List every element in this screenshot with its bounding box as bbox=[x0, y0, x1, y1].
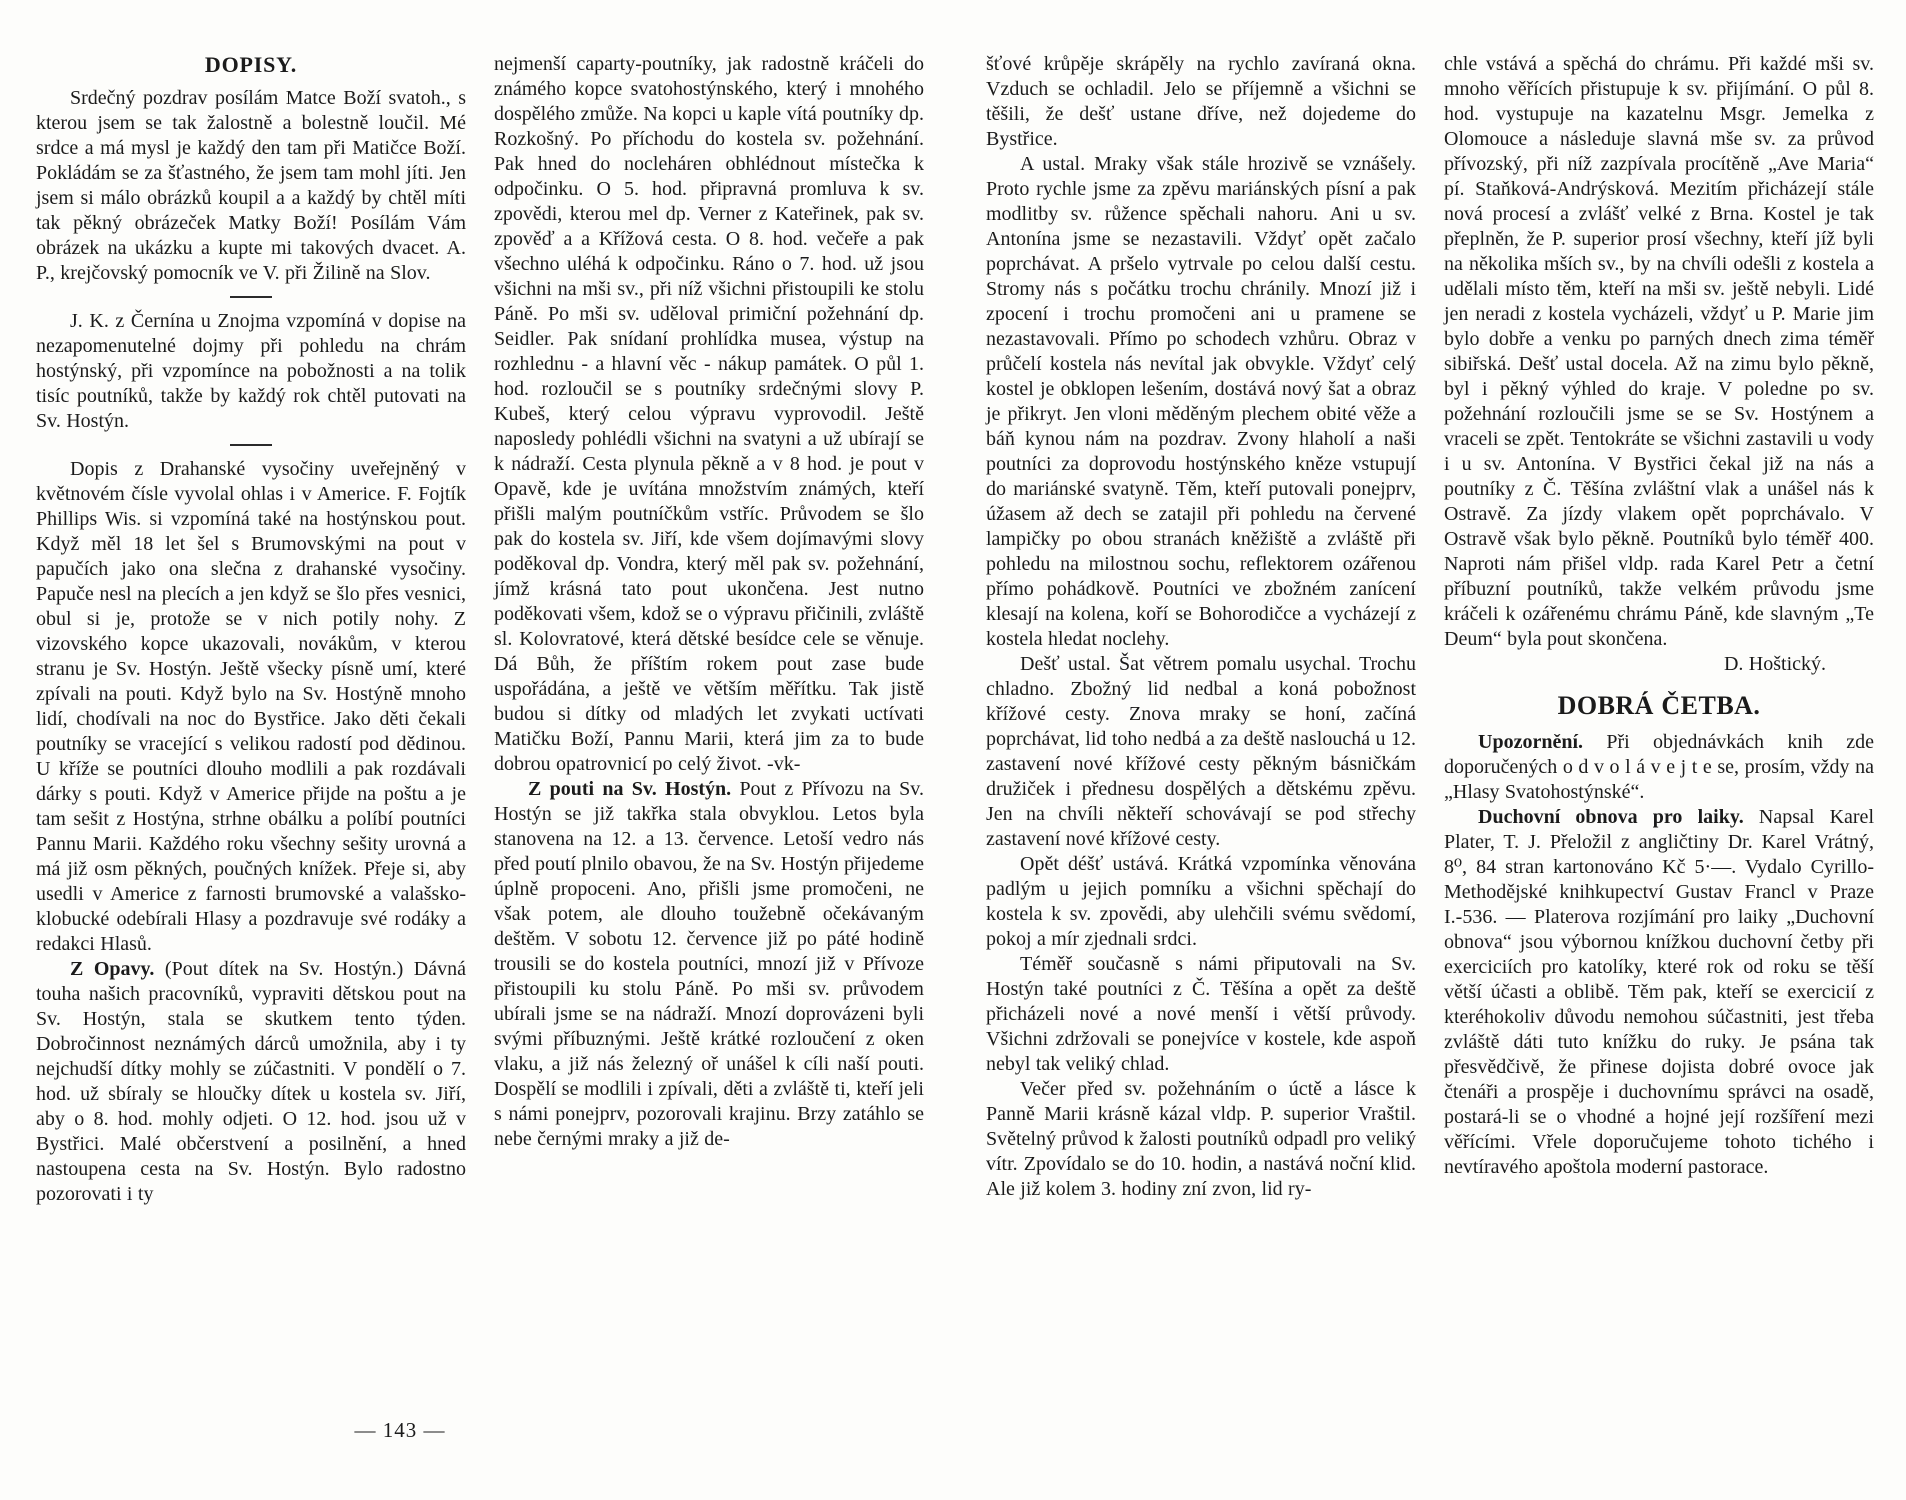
paragraph-duchovni-obnova bbox=[1444, 805, 1874, 1180]
paragraph-body: Pout z Přívozu na Sv. Hostýn se již takřka stala obvyklou. Letos byla stanovena na 12. a 13. července. Letoší vedro nás před poutí plnilo obavou, že na Sv. Hostýn přijedeme úplně propoceni. Ano, přišli jsme promočeni, ne však potem, ale dlouho toužebně očekávaným deštěm. V sobotu 12. července již po páté hodině trousili se do kostela poutníci, mnozí již v Přívoze přistoupili ku stolu Páně. Po mši sv. průvodem ubírali jsme se na nádraží. Mnozí doprovázeni byli svými příbuznými. Ještě krátké rozloučení z oken vlaku, a již nás železný oř unášel k cíli naší pouti. Dospělí se modlili i zpívali, děti a zvláště ti, kteří jeli s námi ponejprv, pozorovali krajinu. Brzy zatáhlo se nebe černými mraky a již de- bbox=[494, 778, 924, 1150]
paragraph-a-ustal: A ustal. Mraky však stále hrozivě se vznášely. Proto rychle jsme za zpěvu mariánských písní a pak modlitby sv. růžence spěchali nahoru. Ani u sv. Antonína jsme se nezastavili. Vždyť opět začalo poprchávat. A pršelo vytrvale po celou další cestu. Stromy nás s počátku trochu chránily. Mnozí již i zpocení i trochu promočeni ani u pramene se nezastavovali. Přímo po schodech vzhůru. Obraz v průčelí kostela nás nevítal jak obvykle. Vždyť celý kostel je obklopen lešením, dostává nový šat a obraz je přikryt. Jen vloni měděným plechem obité věže a báň kynou nám na pozdrav. Zvony hlaholí a naši poutníci za doprovodu hostýnského kněze vstupují do mariánské svatyně. Těm, kteří putovali ponejprv, úžasem až dech se zatajil při pohledu na červené lampičky po obou stranách kněžiště a zvláště při pohledu na milostnou sochu, reflektorem ozářenou přímo pohádkově. Poutníci ve zbožném zanícení klesají na kolena, koří se Bohorodičce a vycházejí z kostela hledat noclehy. bbox=[986, 153, 1416, 650]
paragraph-dest-continuation: šťové krůpěje skrápěly na rychlo zavíraná okna. Vzduch se ochladil. Jelo se příjemně a všichni se těšili, že dešť ustane dříve, než dojedeme do Bystřice. bbox=[986, 53, 1416, 150]
page-number: — 143 — bbox=[354, 1418, 446, 1442]
paragraph-lead-z-opavy: Z Opavy. bbox=[70, 958, 155, 980]
paragraph-body: Napsal Karel Plater, T. J. Přeložil z angličtiny Dr. Karel Vrátný, 8⁰, 84 stran kartonováno Kč 5·—. Vydalo Cyrillo-Methodějské knihkupectví Gustav Francl v Praze I.-536. — Platerova rozjímání pro laiky „Duchovní obnova“ jsou výbornou knížkou duchovní četby při exerciciích pro katolíky, které rok od roku se těší větší účasti a oblibě. Těm pak, kteří se exercicií z kteréhokoliv důvodu nemohou súčastniti, jest třeba zvláště dáti tuto knížku do ruky. Je psána tak přesvědčivě, že přinese dojista dobré ovoce jak čtenáři a prospěje i duchovnímu správci na osadě, postará-li se o vhodné a hojné její rozšíření mezi věřícími. Vřele doporučujeme tohoto tichého i nevtíravého apoštola moderní pastorace. bbox=[1444, 806, 1874, 1178]
paragraph-body: Při objednávkách knih zde doporučených o d v o l á v e j t e se, prosím, vždy na „Hlasy Svatohostýnské“. bbox=[1444, 731, 1874, 803]
text-column-1 bbox=[36, 52, 466, 1207]
paragraph-temer-soucasne: Téměř současně s námi připutovali na Sv. Hostýn také poutníci z Č. Těšína a opět za deště přicházeli nové a nové menší i větší průvody. Všichni zdržovali se ponejvíce v kostele, kde aspoň nebyl tak veliký chlad. bbox=[986, 953, 1416, 1075]
paragraph-pout-na-sv-hostyn bbox=[494, 777, 924, 1152]
paragraph-letter-ap: Srdečný pozdrav posílám Matce Boží svatoh., s kterou jsem se tak žalostně a bolestně loučil. Mé srdce a má mysl je každý den tam při Matičce Boží. Pokládám se za šťastného, že jsem tam mohl jíti. Jen jsem si málo obrázků koupil a a každý by chtěl míti tak pěkný obrázeček Matky Boží! Posílám Vám obrázek na ukázku a kupte mi takových dvacet. A. P., krejčovský pomocník ve V. při Žilině na Slov. bbox=[36, 87, 466, 284]
paragraph-chle-vstava-continuation: chle vstává a spěchá do chrámu. Při každé mši sv. mnoho věřících přistupuje k sv. přijímání. O půl 8. hod. vystupuje na kazatelnu Msgr. Jemelka z Olomouce a následuje slavná mše sv. za průvod přívozský, při níž zazpívala procítěně „Ave Maria“ pí. Staňková-Andrýsková. Mezitím přicházejí stále nová procesí a zvlášť velké z Brna. Kostel je tak přeplněn, že P. superior prosí všechny, kteří jíž byli na několika mších sv., by na chvíli odešli z kostela a udělali místo těm, kteří na mši sv. ještě nebyli. Lidé jen neradi z kostela vycházeli, vždyť u P. Marie jim bylo dobře a venku po parných dnech zima téměř sibiřská. Dešť ustal docela. Až na zimu bylo pěkně, byl i pěkný výhled do kraje. V poledne po sv. požehnání rozloučili jsme se se Sv. Hostýnem a vraceli se zpět. Tentokráte se všichni zastavili u vody i u sv. Antonína. V Bystřici čekal již na nás a poutníky z Č. Těšína zvláštní vlak a unášel nás k Ostravě. Za jízdy vlakem opět poprchávalo. V Ostravě však bylo pěkně. Poutníků bylo téměř 400. Naproti nám přišel vldp. rada Karel Petr a četní příbuzní poutníků, takže velkém průvodu jsme kráčeli k ozářenému chrámu Páně, kde slavným „Te Deum“ byla pout skončena. bbox=[1444, 53, 1874, 650]
paragraph-jk-cernin: J. K. z Černína u Znojma vzpomíná v dopise na nezapomenutelné dojmy při pohledu na chrám hostýnský, při vzpomínce na pobožnosti a na tolik tisíc poutníků, takže by každý rok chtěl putovati na Sv. Hostýn. bbox=[36, 310, 466, 432]
text-column-3 bbox=[986, 52, 1416, 1202]
text-column-4 bbox=[1444, 52, 1874, 1180]
paragraph-lead-duchovni-obnova: Duchovní obnova pro laiky. bbox=[1478, 806, 1744, 828]
section-divider bbox=[230, 444, 272, 446]
paragraph-body: (Pout dítek na Sv. Hostýn.) Dávná touha našich pracovníků, vypraviti dětskou pout na Sv. Hostýn, stala se skutkem tento týden. Dobročinnost neznámých dárců umožnila, aby i ty nejchudší dítky mohly se zúčastniti. V pondělí o 7. hod. už sbíraly se hloučky dítek u kostela sv. Jiří, aby o 8. hod. mohly odjeti. O 12. hod. jsou už v Bystřici. Malé občerstvení a posilnění, a hned nastoupena cesta na Sv. Hostýn. Bylo radostno pozorovati i ty bbox=[36, 958, 467, 1205]
section-heading-dobra-cetba: DOBRÁ ČETBA. bbox=[1557, 691, 1761, 720]
paragraph-lead-pout-na-sv-hostyn: Z pouti na Sv. Hostýn. bbox=[528, 778, 732, 800]
signature-d-hosticky: D. Hoštický. bbox=[1723, 653, 1826, 675]
paragraph-dest-ustal: Dešť ustal. Šat větrem pomalu usychal. Trochu chladno. Zbožný lid nedbal a koná pobožnost křížové cesty. Znova mraky se honí, začíná poprchávat, lid toho nedbá a za deště naslouchá u 12. zastavení nové křížové cesty pěkným básničkám družiček i přednesu dospělých a dětskému zpěvu. Jen na chvíli někteří schovávají se pod střechy zastavení nové křížové cesty. bbox=[986, 653, 1416, 850]
paragraph-opava-continuation: nejmenší caparty-poutníky, jak radostně kráčeli do známého kopce svatohostýnského, který i mnohého dospělého zmůže. Na kopci u kaple vítá poutníky dp. Rozkošný. Po příchodu do kostela sv. požehnání. Pak hned do nocleháren obhlédnout místečka k odpočinku. O 5. hod. připravná promluva k sv. zpovědi, kterou mel dp. Verner z Kateřinek, pak sv. zpověď a a Křížová cesta. O 8. hod. večeře a pak všechno uléhá k odpočinku. Ráno o 7. hod. už jsou všichni na mši sv., při níž všichni přistoupili ke stolu Páně. Po mši sv. uděloval primiční požehnání dp. Seidler. Pak snídaní prohlídka musea, výstup na rozhlednu - a hlavní věc - nákup památek. O půl 1. hod. rozloučil se s poutníky srdečnými slovy P. Kubeš, který celou výpravu vyprovodil. Ještě naposledy pohlédli všichni na svatyni a už ubírají se k nádraží. Cesta plynula pěkně a v 8 hod. je pout v Opavě, kde je uvítána množstvím známých, kteří přišli malým poutníčkům vstříc. Průvodem se šlo pak do kostela sv. Jiří, kde všem dojímavými slovy poděkoval dp. Vondra, který měl pak sv. požehnání, jímž krásná tato pout ukončena. Jest nutno poděkovati všem, kdož se o výpravu přičinili, zvláště sl. Kolovratové, která dětské besídce cele se věnuje. Dá Bůh, že příštím rokem pout zase bude uspořádána, a ještě ve větším měřítku. Tak jistě budou si dítky od mladých let zvykati uctívati Matičku Boží, Pannu Marii, která jim za to bude dobrou opatrovnicí po celý život. -vk- bbox=[494, 53, 924, 775]
paragraph-z-opavy bbox=[36, 957, 466, 1207]
section-heading-dopisy: DOPISY. bbox=[204, 52, 298, 77]
paragraph-upozorneni bbox=[1444, 730, 1874, 805]
paragraph-vecer-pred-pozehnanim: Večer před sv. požehnáním o úctě a lásce k Panně Marii krásně kázal vldp. P. superior Vraštil. Světelný průvod k žalosti poutníků odpadl pro veliký vítr. Zpovídalo se do 10. hodin, a nastává noční klid. Ale již kolem 3. hodiny zní zvon, lid ry- bbox=[986, 1078, 1416, 1200]
paragraph-drahanska-vysocina: Dopis z Drahanské vysočiny uveřejněný v květnovém čísle vyvolal ohlas i v Americe. F. Fojtík Phillips Wis. si vzpomíná také na hostýnskou pout. Když měl 18 let šel s Brumovskými na pout v papučích jako ona slečna z drahanské vysočiny. Papuče nesl na plecích a jen když se šlo přes vesnici, obul si je, protože se v nich potily nohy. Z vizovského kopce ukazovali, novákům, v kterou stranu je Sv. Hostýn. Ještě všecky písně umí, které zpívali na pouti. Když bylo na Sv. Hostýně mnoho lidí, chodívali na noc do Bystřice. Jako děti čekali poutníky se vracející s velikou radostí pod dědinou. U kříže se poutníci dlouho modlili a pak rozdávali dárky s pouti. Když v Americe přijde na poštu a je tam sešit z Hostýna, strhne obálku a políbí poutníci Pannu Marii. Každého roku všechny sešity urovná a má již osm pěkných, poučných knížek. Přeje si, aby usedli v Americe z farnosti brumovské a valašsko-klobucké odebírali Hlasy a pozdravuje své rodáky a redakci Hlasů. bbox=[36, 458, 466, 955]
paragraph-opet-dest-ustava: Opět déšť ustává. Krátká vzpomínka věnována padlým u jejich pomníku a všichni spěchají do kostela k sv. zpovědi, aby ulehčili svému svědomí, pokoj a mír zjednali srdci. bbox=[986, 853, 1416, 950]
text-column-2 bbox=[494, 52, 924, 1152]
section-divider bbox=[230, 296, 272, 298]
paragraph-lead-upozorneni: Upozornění. bbox=[1478, 731, 1583, 753]
